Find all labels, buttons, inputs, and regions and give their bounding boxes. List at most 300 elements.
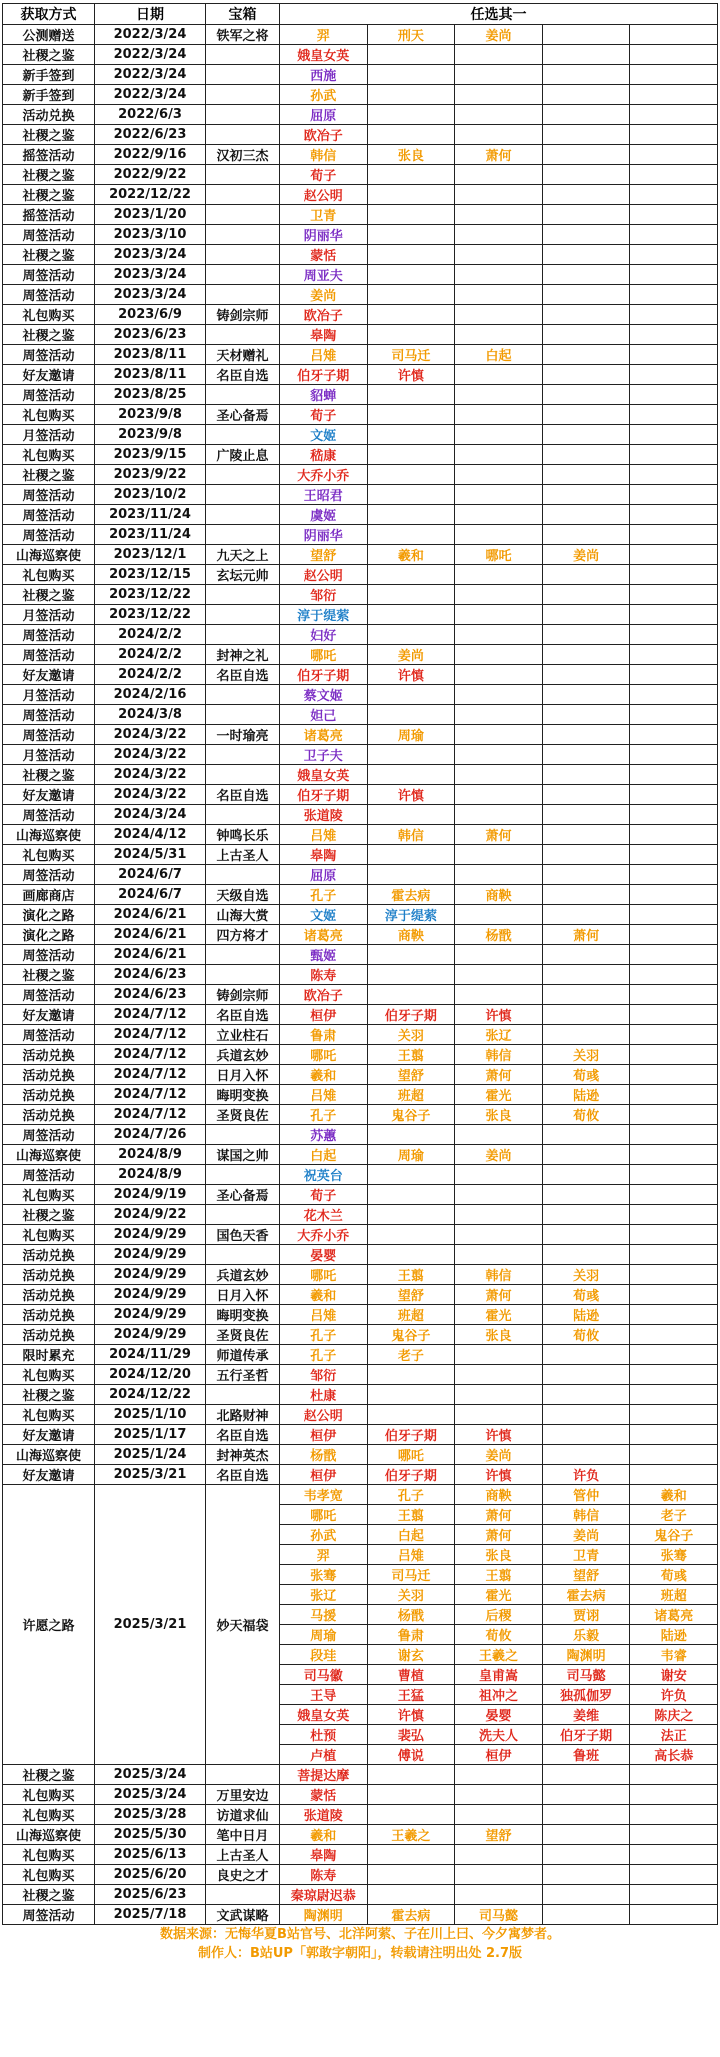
table-row: [3, 1785, 718, 1805]
cell-hero: 萧何: [455, 825, 543, 845]
cell-way: 周签活动: [3, 865, 95, 885]
cell-hero: [542, 285, 630, 305]
cell-hero: [367, 625, 455, 645]
table-row: [3, 425, 718, 445]
cell-hero: [367, 305, 455, 325]
cell-hero: [630, 305, 718, 325]
cell-way: 周签活动: [3, 1025, 95, 1045]
cell-hero: 萧何: [455, 1525, 543, 1545]
table-row: [3, 525, 718, 545]
table-row: [3, 25, 718, 45]
cell-hero: 杜康: [280, 1385, 368, 1405]
cell-hero: 大乔小乔: [280, 1225, 368, 1245]
cell-hero: [455, 85, 543, 105]
cell-box: [206, 265, 280, 285]
cell-hero: 司马懿: [542, 1665, 630, 1685]
cell-hero: [367, 805, 455, 825]
cell-hero: [542, 245, 630, 265]
cell-way: 社稷之鉴: [3, 1885, 95, 1905]
cell-hero: 姜尚: [542, 545, 630, 565]
cell-box: 山海大赏: [206, 905, 280, 925]
cell-box: 五行圣哲: [206, 1365, 280, 1385]
cell-hero: 贾诩: [542, 1605, 630, 1625]
cell-hero: 嵇康: [280, 445, 368, 465]
cell-hero: [542, 185, 630, 205]
cell-hero: 白起: [367, 1525, 455, 1545]
table-row: [3, 1045, 718, 1065]
cell-hero: [630, 1245, 718, 1265]
cell-way: 活动兑换: [3, 1085, 95, 1105]
cell-hero: [630, 1845, 718, 1865]
cell-hero: [542, 865, 630, 885]
cell-hero: [455, 1345, 543, 1365]
cell-hero: [455, 705, 543, 725]
table-row: [3, 1425, 718, 1445]
cell-hero: 王羲之: [455, 1645, 543, 1665]
cell-box: [206, 325, 280, 345]
cell-date: 2022/3/24: [95, 85, 206, 105]
cell-hero: 许慎: [367, 665, 455, 685]
cell-hero: 望舒: [455, 1825, 543, 1845]
table-row: [3, 1165, 718, 1185]
cell-hero: 哪吒: [280, 1505, 368, 1525]
cell-way: 许愿之路: [3, 1485, 95, 1765]
cell-hero: [542, 1025, 630, 1045]
table-row: [3, 1105, 718, 1125]
cell-hero: 伯牙子期: [280, 665, 368, 685]
cell-hero: 白起: [280, 1145, 368, 1165]
cell-hero: [367, 65, 455, 85]
cell-way: 社稷之鉴: [3, 165, 95, 185]
cell-hero: 霍去病: [367, 885, 455, 905]
cell-hero: [455, 385, 543, 405]
cell-hero: 司马迁: [367, 345, 455, 365]
table-row: [3, 1365, 718, 1385]
cell-date: 2023/9/15: [95, 445, 206, 465]
cell-hero: [455, 985, 543, 1005]
cell-date: 2024/7/12: [95, 1085, 206, 1105]
cell-hero: [630, 1425, 718, 1445]
cell-hero: [367, 745, 455, 765]
table-row: [3, 1845, 718, 1865]
cell-date: 2024/7/12: [95, 1045, 206, 1065]
cell-hero: 蒙恬: [280, 1785, 368, 1805]
cell-hero: 霍光: [455, 1305, 543, 1325]
cell-hero: 萧何: [455, 1065, 543, 1085]
cell-way: 好友邀请: [3, 1425, 95, 1445]
table-row: [3, 865, 718, 885]
cell-hero: 羿: [280, 25, 368, 45]
cell-hero: [630, 325, 718, 345]
table-row: [3, 745, 718, 765]
table-row: [3, 765, 718, 785]
cell-hero: [455, 325, 543, 345]
cell-hero: [630, 1145, 718, 1165]
cell-box: 圣贤良佐: [206, 1325, 280, 1345]
cell-hero: [367, 1405, 455, 1425]
cell-hero: [455, 205, 543, 225]
cell-hero: [630, 425, 718, 445]
cell-date: 2024/2/2: [95, 645, 206, 665]
cell-hero: 韦睿: [630, 1645, 718, 1665]
cell-hero: [455, 65, 543, 85]
cell-hero: [630, 345, 718, 365]
table-row: [3, 925, 718, 945]
cell-date: 2024/3/22: [95, 725, 206, 745]
cell-hero: [630, 1825, 718, 1845]
cell-box: 师道传承: [206, 1345, 280, 1365]
cell-box: 文武谋略: [206, 1905, 280, 1925]
cell-box: 圣贤良佐: [206, 1105, 280, 1125]
cell-box: [206, 805, 280, 825]
cell-hero: [367, 265, 455, 285]
cell-hero: [630, 445, 718, 465]
cell-box: [206, 605, 280, 625]
cell-hero: 卫子夫: [280, 745, 368, 765]
cell-box: [206, 1885, 280, 1905]
cell-hero: 娥皇女英: [280, 1705, 368, 1725]
cell-hero: [455, 725, 543, 745]
cell-hero: 许慎: [455, 1425, 543, 1445]
cell-hero: 马援: [280, 1605, 368, 1625]
cell-box: [206, 1165, 280, 1185]
cell-hero: [630, 625, 718, 645]
cell-hero: [630, 1785, 718, 1805]
cell-hero: 孔子: [280, 1325, 368, 1345]
cell-box: [206, 685, 280, 705]
cell-hero: [367, 1385, 455, 1405]
cell-hero: [455, 1785, 543, 1805]
cell-hero: 老子: [367, 1345, 455, 1365]
cell-hero: 杨戬: [280, 1445, 368, 1465]
cell-hero: 吕雉: [280, 825, 368, 845]
cell-way: 活动兑换: [3, 1285, 95, 1305]
cell-date: 2024/2/2: [95, 665, 206, 685]
table-row: [3, 605, 718, 625]
cell-date: 2023/9/8: [95, 405, 206, 425]
cell-hero: [367, 565, 455, 585]
cell-hero: [455, 1205, 543, 1225]
cell-box: 汉初三杰: [206, 145, 280, 165]
cell-hero: [630, 925, 718, 945]
cell-way: 礼包购买: [3, 1405, 95, 1425]
cell-way: 摇签活动: [3, 205, 95, 225]
cell-way: 山海巡察使: [3, 1445, 95, 1465]
cell-date: 2024/5/31: [95, 845, 206, 865]
cell-way: 周签活动: [3, 725, 95, 745]
cell-hero: [542, 565, 630, 585]
cell-hero: 霍光: [455, 1585, 543, 1605]
cell-hero: [455, 1765, 543, 1785]
cell-date: 2023/11/24: [95, 505, 206, 525]
cell-hero: [367, 1185, 455, 1205]
cell-way: 周签活动: [3, 525, 95, 545]
table-row: [3, 645, 718, 665]
cell-hero: 陈寿: [280, 1865, 368, 1885]
cell-way: 活动兑换: [3, 1045, 95, 1065]
table-row: [3, 365, 718, 385]
cell-date: 2023/8/11: [95, 345, 206, 365]
cell-hero: 周亚夫: [280, 265, 368, 285]
cell-date: 2022/9/22: [95, 165, 206, 185]
cell-box: [206, 525, 280, 545]
cell-box: 良史之才: [206, 1865, 280, 1885]
table-row: [3, 1205, 718, 1225]
cell-way: 周签活动: [3, 805, 95, 825]
cell-hero: [542, 745, 630, 765]
cell-date: 2023/12/22: [95, 605, 206, 625]
cell-hero: 花木兰: [280, 1205, 368, 1225]
cell-box: 九天之上: [206, 545, 280, 565]
cell-hero: 陆逊: [630, 1625, 718, 1645]
header-box: 宝箱: [206, 4, 280, 25]
cell-hero: [630, 85, 718, 105]
cell-hero: 祖冲之: [455, 1685, 543, 1705]
cell-date: 2023/6/9: [95, 305, 206, 325]
cell-hero: 诸葛亮: [630, 1605, 718, 1625]
cell-way: 周签活动: [3, 485, 95, 505]
cell-hero: 萧何: [455, 1285, 543, 1305]
cell-hero: [367, 205, 455, 225]
cell-date: 2023/8/25: [95, 385, 206, 405]
table-row: [3, 1765, 718, 1785]
cell-hero: [542, 1005, 630, 1025]
cell-hero: 姜尚: [367, 645, 455, 665]
cell-date: 2025/1/10: [95, 1405, 206, 1425]
cell-box: [206, 165, 280, 185]
cell-hero: [542, 1865, 630, 1885]
cell-hero: 许慎: [367, 1705, 455, 1725]
cell-hero: [367, 1165, 455, 1185]
cell-hero: [367, 765, 455, 785]
cell-hero: 哪吒: [455, 545, 543, 565]
cell-hero: 韩信: [455, 1265, 543, 1285]
cell-hero: [455, 625, 543, 645]
cell-hero: 诸葛亮: [280, 925, 368, 945]
cell-hero: 哪吒: [280, 1045, 368, 1065]
cell-hero: [630, 805, 718, 825]
cell-way: 礼包购买: [3, 405, 95, 425]
cell-hero: [367, 85, 455, 105]
cell-hero: 晏婴: [455, 1705, 543, 1725]
cell-box: 天材赠礼: [206, 345, 280, 365]
cell-hero: [542, 1405, 630, 1425]
cell-box: [206, 1245, 280, 1265]
cell-hero: [630, 185, 718, 205]
cell-hero: [367, 845, 455, 865]
cell-hero: 皋陶: [280, 845, 368, 865]
cell-hero: [630, 225, 718, 245]
cell-way: 演化之路: [3, 925, 95, 945]
cell-box: [206, 425, 280, 445]
cell-hero: [542, 205, 630, 225]
table-row: [3, 1265, 718, 1285]
cell-hero: [542, 805, 630, 825]
cell-hero: 班超: [367, 1305, 455, 1325]
cell-hero: [630, 945, 718, 965]
cell-hero: 秦琼尉迟恭: [280, 1885, 368, 1905]
cell-box: 名臣自选: [206, 365, 280, 385]
cell-date: 2023/12/1: [95, 545, 206, 565]
cell-way: 社稷之鉴: [3, 465, 95, 485]
cell-hero: 鲁肃: [280, 1025, 368, 1045]
cell-way: 周签活动: [3, 385, 95, 405]
cell-hero: [455, 1885, 543, 1905]
cell-hero: 陆逊: [542, 1085, 630, 1105]
cell-hero: [367, 1205, 455, 1225]
cell-hero: 许慎: [367, 785, 455, 805]
footer-author: 制作人：B站UP「郭敢字朝阳」，转载请注明出处 2.7版: [197, 1946, 523, 1961]
cell-hero: [542, 225, 630, 245]
cell-way: 社稷之鉴: [3, 45, 95, 65]
cell-hero: [455, 1125, 543, 1145]
cell-hero: 司马迁: [367, 1565, 455, 1585]
cell-hero: 哪吒: [280, 1265, 368, 1285]
cell-hero: [367, 385, 455, 405]
cell-date: 2025/6/20: [95, 1865, 206, 1885]
cell-hero: 伯牙子期: [367, 1425, 455, 1445]
table-row: [3, 1905, 718, 1925]
cell-hero: [455, 1405, 543, 1425]
table-row: [3, 1325, 718, 1345]
cell-hero: [367, 425, 455, 445]
cell-hero: 独孤伽罗: [542, 1685, 630, 1705]
cell-hero: [542, 1145, 630, 1165]
cell-hero: 关羽: [542, 1045, 630, 1065]
cell-hero: 王猛: [367, 1685, 455, 1705]
cell-hero: [630, 1205, 718, 1225]
cell-hero: [455, 125, 543, 145]
cell-way: 周签活动: [3, 1905, 95, 1925]
cell-hero: [455, 685, 543, 705]
cell-hero: 谢安: [630, 1665, 718, 1685]
cell-way: 社稷之鉴: [3, 125, 95, 145]
cell-box: 封神之礼: [206, 645, 280, 665]
cell-box: [206, 465, 280, 485]
cell-hero: 吕雉: [280, 345, 368, 365]
cell-box: 日月入怀: [206, 1285, 280, 1305]
cell-hero: [630, 605, 718, 625]
cell-box: 圣心备焉: [206, 405, 280, 425]
cell-hero: 陆逊: [542, 1305, 630, 1325]
cell-hero: [367, 1845, 455, 1865]
cell-hero: [630, 785, 718, 805]
cell-hero: 淳于缇萦: [367, 905, 455, 925]
cell-box: 立业柱石: [206, 1025, 280, 1045]
cell-way: 礼包购买: [3, 1865, 95, 1885]
table-row: [3, 805, 718, 825]
cell-box: [206, 225, 280, 245]
cell-way: 周签活动: [3, 1165, 95, 1185]
cell-hero: [455, 865, 543, 885]
cell-hero: [542, 1185, 630, 1205]
hero-acquisition-table: [2, 3, 718, 1925]
table-row: [3, 825, 718, 845]
cell-hero: [630, 1325, 718, 1345]
cell-hero: [455, 1165, 543, 1185]
cell-hero: [542, 1385, 630, 1405]
table-row: [3, 1025, 718, 1045]
cell-hero: [542, 1345, 630, 1365]
cell-box: [206, 245, 280, 265]
cell-box: 笔中日月: [206, 1825, 280, 1845]
cell-hero: [630, 985, 718, 1005]
cell-hero: [630, 685, 718, 705]
cell-hero: 许慎: [455, 1005, 543, 1025]
cell-hero: [542, 965, 630, 985]
cell-hero: 张良: [455, 1545, 543, 1565]
cell-way: 好友邀请: [3, 1005, 95, 1025]
cell-hero: [367, 605, 455, 625]
cell-hero: [455, 1225, 543, 1245]
table-row: [3, 1305, 718, 1325]
cell-way: 社稷之鉴: [3, 325, 95, 345]
cell-hero: 苏蕙: [280, 1125, 368, 1145]
cell-way: 山海巡察使: [3, 825, 95, 845]
cell-hero: 鬼谷子: [367, 1325, 455, 1345]
cell-hero: [455, 405, 543, 425]
cell-box: 万里安边: [206, 1785, 280, 1805]
cell-hero: [455, 1365, 543, 1385]
cell-hero: [630, 105, 718, 125]
wish-row: [3, 1485, 718, 1505]
cell-date: 2024/6/7: [95, 885, 206, 905]
cell-hero: [630, 1285, 718, 1305]
table-row: [3, 185, 718, 205]
cell-date: 2022/3/24: [95, 65, 206, 85]
cell-hero: [542, 465, 630, 485]
table-row: [3, 125, 718, 145]
cell-hero: 鬼谷子: [630, 1525, 718, 1545]
cell-hero: [630, 1405, 718, 1425]
cell-hero: [630, 1765, 718, 1785]
cell-hero: 周瑜: [367, 1145, 455, 1165]
cell-hero: [367, 285, 455, 305]
cell-hero: [542, 1785, 630, 1805]
cell-date: 2022/6/3: [95, 105, 206, 125]
cell-hero: [630, 1445, 718, 1465]
cell-box: [206, 585, 280, 605]
cell-hero: 荀攸: [542, 1105, 630, 1125]
cell-way: 活动兑换: [3, 1305, 95, 1325]
cell-hero: 王昭君: [280, 485, 368, 505]
cell-hero: 屈原: [280, 105, 368, 125]
cell-date: 2024/2/16: [95, 685, 206, 705]
cell-hero: 阴丽华: [280, 525, 368, 545]
cell-hero: [630, 1865, 718, 1885]
cell-hero: 姜尚: [455, 25, 543, 45]
cell-hero: 周瑜: [367, 725, 455, 745]
cell-way: 礼包购买: [3, 1805, 95, 1825]
cell-hero: 王翦: [367, 1045, 455, 1065]
cell-hero: [630, 1305, 718, 1325]
table-row: [3, 285, 718, 305]
cell-hero: 伯牙子期: [280, 365, 368, 385]
cell-hero: 孙武: [280, 1525, 368, 1545]
cell-hero: [542, 1125, 630, 1145]
cell-way: 好友邀请: [3, 785, 95, 805]
cell-date: 2023/12/22: [95, 585, 206, 605]
cell-hero: 鲁肃: [367, 1625, 455, 1645]
cell-hero: [367, 45, 455, 65]
cell-hero: 萧何: [455, 1505, 543, 1525]
cell-hero: [367, 485, 455, 505]
cell-hero: 商鞅: [455, 1485, 543, 1505]
cell-hero: 荀彧: [630, 1565, 718, 1585]
cell-hero: [455, 105, 543, 125]
table-row: [3, 1065, 718, 1085]
cell-box: [206, 105, 280, 125]
